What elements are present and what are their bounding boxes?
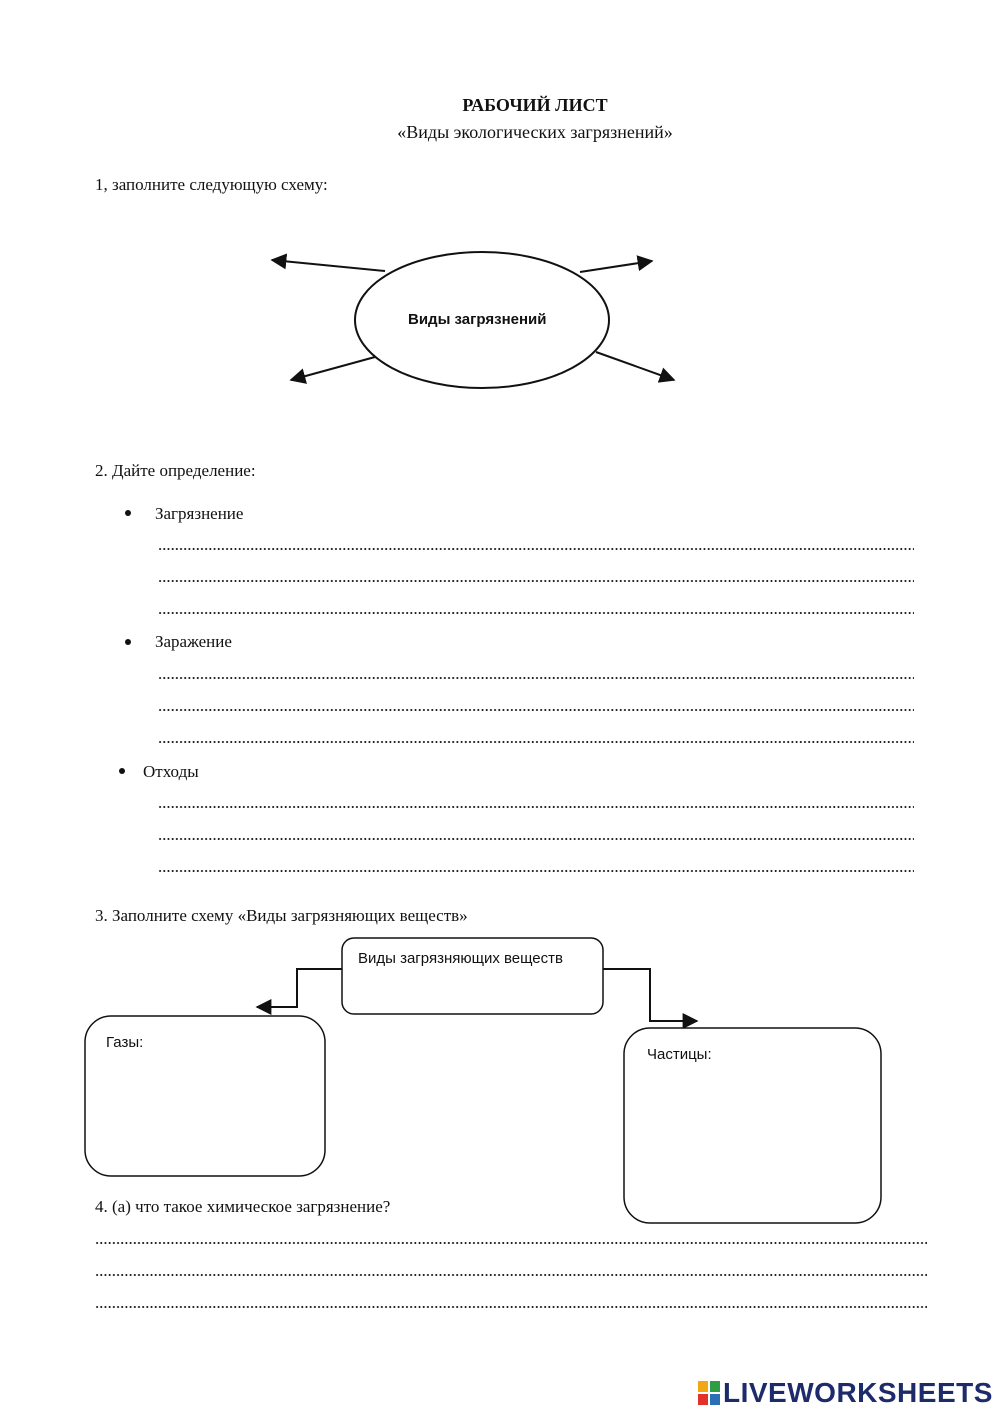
item-label-zagryaznenie: Загрязнение — [155, 504, 244, 523]
answer-line[interactable] — [95, 1306, 927, 1308]
answer-line[interactable] — [158, 612, 914, 614]
connector-right — [603, 969, 697, 1021]
top-box-label: Виды загрязняющих веществ — [358, 950, 563, 967]
answer-line[interactable] — [158, 580, 914, 582]
answer-line[interactable] — [95, 1274, 927, 1276]
answer-line[interactable] — [158, 838, 914, 840]
item-label-zarazhenie: Заражение — [155, 632, 232, 651]
answer-line[interactable] — [158, 548, 914, 550]
arrow-top-right — [580, 261, 652, 272]
logo-square — [709, 1393, 721, 1406]
arrow-bottom-left — [291, 357, 375, 380]
liveworksheets-logo — [697, 1378, 993, 1408]
bullet-3 — [119, 768, 125, 774]
logo-square — [697, 1380, 709, 1393]
worksheet-title: РАБОЧИЙ ЛИСТ — [462, 95, 608, 115]
left-box-label[interactable]: Газы: — [106, 1034, 144, 1051]
logo-square — [709, 1380, 721, 1393]
arrow-top-left — [272, 260, 385, 271]
question-1-prompt: 1, заполните следующую схему: — [95, 175, 328, 194]
logo-squares-icon — [697, 1380, 721, 1406]
answer-line[interactable] — [158, 709, 914, 711]
item-label-otkhody: Отходы — [143, 762, 199, 781]
answer-line[interactable] — [158, 677, 914, 679]
question-3-prompt: 3. Заполните схему «Виды загрязняющих веществ» — [95, 906, 468, 925]
question-4-prompt: 4. (а) что такое химическое загрязнение? — [95, 1197, 391, 1216]
worksheet-subtitle: «Виды экологических загрязнений» — [397, 122, 673, 142]
center-label: Виды загрязнений — [408, 311, 547, 328]
right-box-label[interactable]: Частицы: — [647, 1046, 712, 1063]
arrow-bottom-right — [596, 352, 674, 380]
answer-line[interactable] — [158, 806, 914, 808]
answer-line[interactable] — [95, 1242, 927, 1244]
question-2-prompt: 2. Дайте определение: — [95, 461, 256, 480]
answer-line[interactable] — [158, 870, 914, 872]
brand-name: LIVEWORKSHEETS — [723, 1377, 993, 1408]
bullet-1 — [125, 510, 131, 516]
bullet-2 — [125, 639, 131, 645]
answer-line[interactable] — [158, 741, 914, 743]
logo-square — [697, 1393, 709, 1406]
connector-left — [257, 969, 342, 1007]
